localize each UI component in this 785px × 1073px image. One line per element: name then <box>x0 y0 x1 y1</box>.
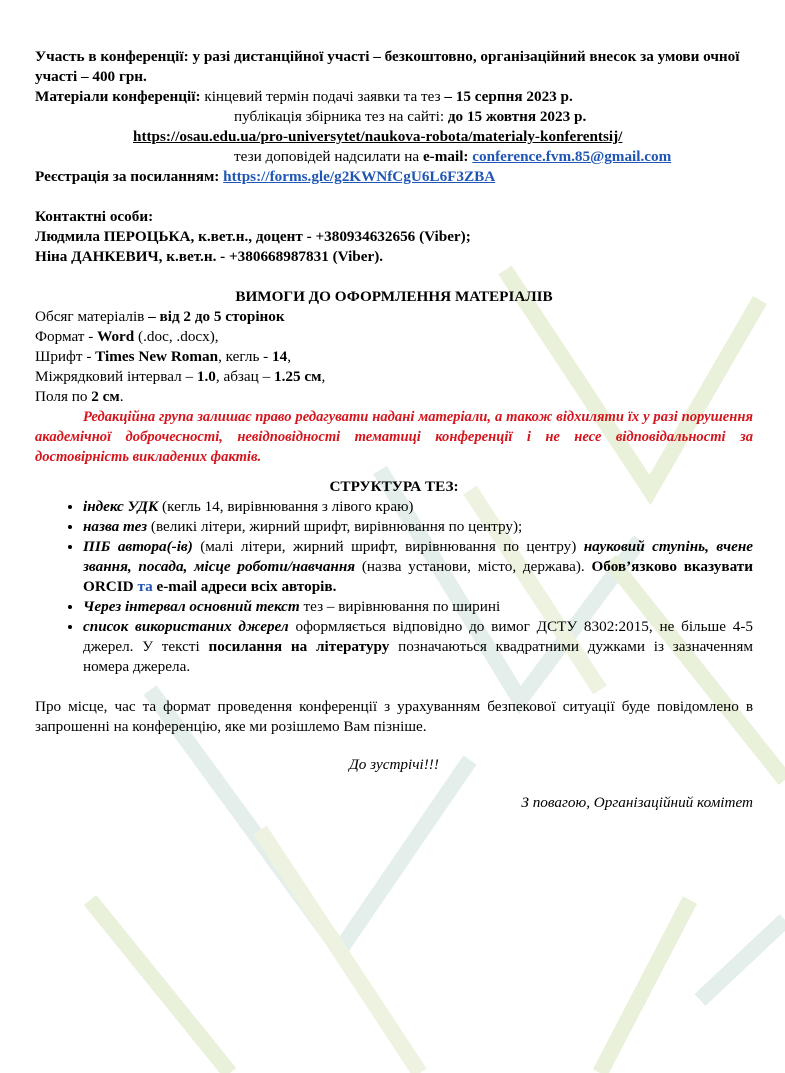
participation-fee: Участь в конференції: у разі дистанційної участі – безкоштовно, організаційний внесок за умови очної участі – 400 грн. <box>35 48 740 85</box>
list-item: • назва тез (великі літери, жирний шрифт, вирівнювання по центру); <box>83 517 753 537</box>
requirement-format: Формат - Word (.doc, .docx), <box>35 328 219 345</box>
closing-paragraph: Про місце, час та формат проведення конференції з урахуванням безпекової ситуації буде повідомлено в запрошенні на конференцію, яке ми розішлемо Вам пізніше. <box>35 698 753 735</box>
requirements-title: ВИМОГИ ДО ОФОРМЛЕННЯ МАТЕРІАЛІВ <box>235 288 553 305</box>
document-page <box>35 47 753 813</box>
email-line: тези доповідей надсилати на e-mail: conference.fvm.85@gmail.com <box>234 148 672 165</box>
list-item: • ПІБ автора(-ів) (малі літери, жирний шрифт, вирівнювання по центру) науковий ступінь, вчене звання, посада, місце роботи/навчання (назва установи, місто, держава). Обов’язково вказувати ORCID та e-mail адреси всіх авторів. <box>83 537 753 597</box>
contact-person-2: Ніна ДАНКЕВИЧ, к.вет.н. - +380668987831 (Viber). <box>35 248 384 265</box>
registration-line: Реєстрація за посиланням: https://forms.gle/g2KWNfCgU6L6F3ZBA <box>35 168 496 185</box>
requirement-volume: Обсяг матеріалів – від 2 до 5 сторінок <box>35 308 285 325</box>
list-item: • Через інтервал основний текст тез – вирівнювання по ширині <box>83 597 753 617</box>
structure-list <box>35 497 753 677</box>
site-link[interactable]: https://osau.edu.ua/pro-universytet/naukova-robota/materialy-konferentsij/ <box>133 128 623 145</box>
list-item: • список використаних джерел оформляється відповідно до вимог ДСТУ 8302:2015, не більше 4-5 джерел. У тексті посилання на літературу позначаються квадратними дужками із зазначенням номера джерела. <box>83 617 753 677</box>
contacts-title: Контактні особи: <box>35 208 154 225</box>
publication-date: публікація збірника тез на сайті: до 15 жовтня 2023 р. <box>234 108 587 125</box>
contact-person-1: Людмила ПЕРОЦЬКА, к.вет.н., доцент - +380934632656 (Viber); <box>35 228 471 245</box>
list-item: • індекс УДК (кегль 14, вирівнювання з лівого краю) <box>83 497 753 517</box>
email-link[interactable]: conference.fvm.85@gmail.com <box>472 148 672 165</box>
greeting: До зустрічі!!! <box>349 756 439 773</box>
requirement-spacing: Міжрядковий інтервал – 1.0, абзац – 1.25 см, <box>35 368 326 385</box>
requirement-font: Шрифт - Times New Roman, кегль - 14, <box>35 348 292 365</box>
registration-link[interactable]: https://forms.gle/g2KWNfCgU6L6F3ZBA <box>223 168 496 185</box>
site-link-line <box>35 127 753 147</box>
editorial-note: Редакційна група залишає право редагувати надані матеріали, а також відхиляти їх у разі порушення академічної доброчесності, невідповідності тематиці конференції і не несе відповідальності за достовірність викладених фактів. <box>35 409 753 465</box>
signature: З повагою, Організаційний комітет <box>521 794 753 811</box>
structure-title: СТРУКТУРА ТЕЗ: <box>329 478 459 495</box>
materials-deadline: Матеріали конференції: кінцевий термін подачі заявки та тез – 15 серпня 2023 р. <box>35 88 573 105</box>
requirement-margins: Поля по 2 см. <box>35 388 124 405</box>
